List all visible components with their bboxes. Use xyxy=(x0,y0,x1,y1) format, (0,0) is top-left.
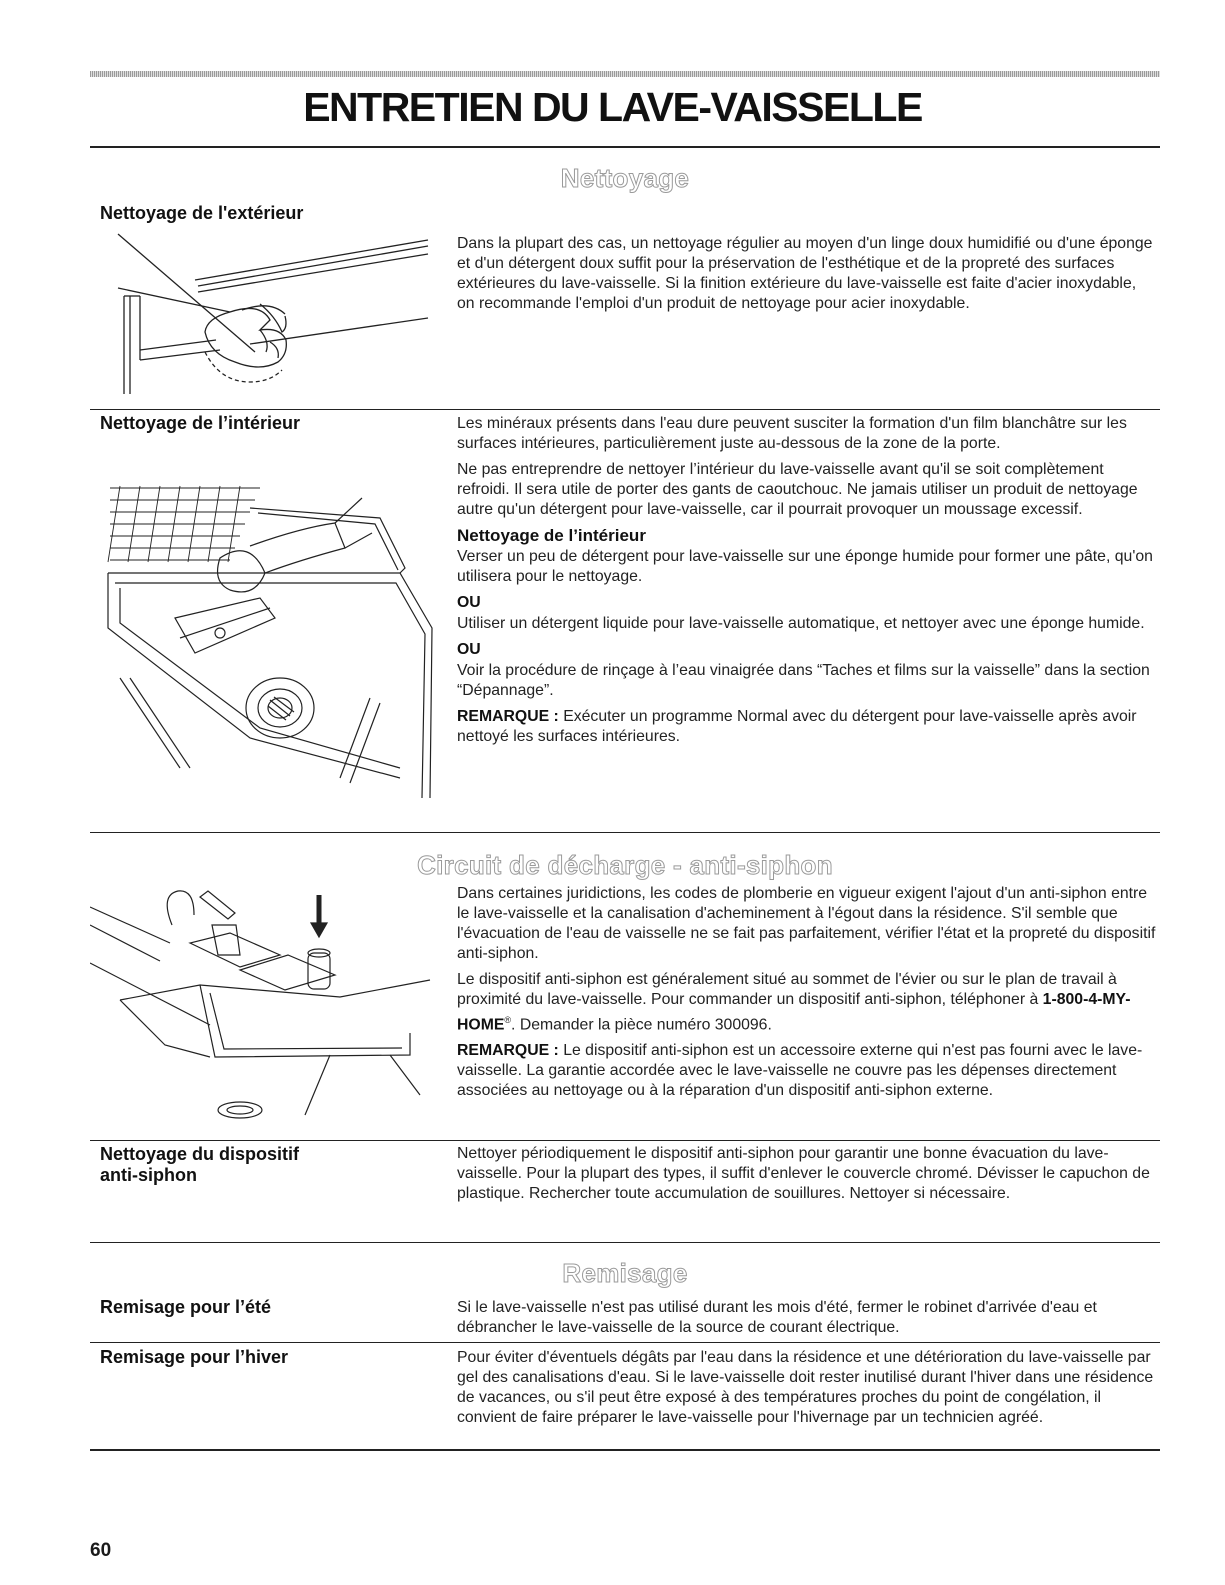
heading-nettoyage-dispositif xyxy=(100,1144,299,1186)
remarque-label: REMARQUE : xyxy=(457,1042,559,1060)
divider xyxy=(90,1342,1160,1343)
text-span: Le dispositif anti-siphon est généralement situé au sommet de l'évier ou sur le plan de travail à proximité du lave-vaisselle. Pour commander un dispositif anti-siphon, téléphoner à xyxy=(457,971,1117,1008)
paragraph: Verser un peu de détergent pour lave-vaisselle sur une éponge humide pour former une pâte, qu'on utilisera pour le nettoyage. xyxy=(457,548,1153,585)
text-remisage-hiver xyxy=(457,1348,1157,1434)
section-title-circuit: Circuit de décharge - anti-siphon xyxy=(417,850,833,880)
phone-number: 1-800-4-MY-HOME xyxy=(457,991,1131,1034)
heading-line: anti-siphon xyxy=(100,1165,197,1185)
paragraph: Dans certaines juridictions, les codes de plomberie en vigueur exigent l'ajout d'un anti-siphon entre le lave-vaisselle et la canalisation d'acheminement à l'égout dans la résidence. S'il semble que l'évacuation de l'eau de vaisselle ne se fait pas parfaitement, vérifier l'état et la propreté du dispositif anti-siphon. xyxy=(457,885,1156,962)
divider xyxy=(90,409,1160,410)
remarque-paragraph xyxy=(457,707,1157,747)
text-nettoyage-exterieur xyxy=(457,234,1157,320)
divider xyxy=(90,1140,1160,1141)
ou-label: OU xyxy=(457,641,481,658)
heading-line: Nettoyage du dispositif xyxy=(100,1144,300,1164)
heading-remisage-hiver: Remisage pour l’hiver xyxy=(100,1347,289,1367)
divider xyxy=(90,832,1160,833)
text-span: . Demander la pièce numéro 300096. xyxy=(511,1016,772,1034)
paragraph xyxy=(457,970,1157,1035)
paragraph: Voir la procédure de rinçage à l’eau vinaigrée dans “Taches et films sur la vaisselle” dans la section “Dépannage”. xyxy=(457,662,1150,699)
remarque-text: Le dispositif anti-siphon est un accessoire externe qui n'est pas fourni avec le lave-vaisselle. La garantie accordée avec le lave-vaisselle ne couvre pas les dépenses directement associées au nettoyage ou à la réparation d'un dispositif anti-siphon externe. xyxy=(457,1042,1143,1100)
heading-nettoyage-exterieur: Nettoyage de l'extérieur xyxy=(100,203,304,223)
section-title-remisage: Remisage xyxy=(562,1258,688,1288)
paragraph: Dans la plupart des cas, un nettoyage régulier au moyen d'un linge doux humidifié ou d'une éponge et d'un détergent doux suffit pour la préservation de l'esthétique et de la propreté des surfaces extérieures du lave-vaisselle. Si la finition extérieure du lave-vaisselle est faite d'acier inoxydable, on recommande l'emploi d'un produit de nettoyage pour acier inoxydable. xyxy=(457,235,1153,312)
text-nettoyage-dispositif xyxy=(457,1144,1157,1210)
paragraph: Ne pas entreprendre de nettoyer l’intérieur du lave-vaisselle avant qu'il se soit complètement refroidi. Il sera utile de porter des gants de caoutchouc. Ne jamais utiliser un produit de nettoyage autre qu'un détergent pour lave-vaisselle, car il pourrait provoquer un moussage excessif. xyxy=(457,461,1138,518)
exterior-cleaning-illustration xyxy=(110,232,440,400)
text-remisage-ete xyxy=(457,1298,1157,1344)
anti-siphon-sink-illustration xyxy=(90,885,440,1125)
remarque-paragraph xyxy=(457,1041,1157,1101)
page-number: 60 xyxy=(90,1540,112,1561)
section-title-nettoyage: Nettoyage xyxy=(560,163,690,193)
text-nettoyage-interieur xyxy=(457,414,1157,753)
ou-label: OU xyxy=(457,594,481,611)
paragraph: Si le lave-vaisselle n'est pas utilisé durant les mois d'été, fermer le robinet d'arrivée d'eau et débrancher le lave-vaisselle de la source de courant électrique. xyxy=(457,1299,1097,1336)
heading-remisage-ete: Remisage pour l’été xyxy=(100,1297,272,1317)
registered-mark: ® xyxy=(504,1015,512,1025)
bottom-divider xyxy=(90,1449,1160,1451)
page-title: ENTRETIEN DU LAVE-VAISSELLE xyxy=(303,84,922,130)
paragraph: Les minéraux présents dans l'eau dure peuvent susciter la formation d'un film blanchâtre sur les surfaces intérieures, particulièrement juste au-dessous de la zone de la porte. xyxy=(457,415,1127,452)
remarque-text: Exécuter un programme Normal avec du détergent pour lave-vaisselle après avoir nettoyé les surfaces intérieures. xyxy=(457,708,1137,745)
subheading-nettoyage-interieur: Nettoyage de l’intérieur xyxy=(457,526,646,545)
interior-cleaning-illustration xyxy=(100,478,440,798)
paragraph: Utiliser un détergent liquide pour lave-vaisselle automatique, et nettoyer avec une éponge humide. xyxy=(457,615,1145,632)
text-circuit xyxy=(457,884,1157,1107)
heading-nettoyage-interieur: Nettoyage de l’intérieur xyxy=(100,413,301,433)
remarque-label: REMARQUE : xyxy=(457,708,559,725)
divider xyxy=(90,1242,1160,1243)
header-pattern-bar xyxy=(90,71,1160,77)
title-divider xyxy=(90,146,1160,148)
paragraph: Nettoyer périodiquement le dispositif anti-siphon pour garantir une bonne évacuation du lave-vaisselle. Pour la plupart des types, il suffit d'enlever le couvercle chromé. Dévisser le capuchon de plastique. Rechercher toute accumulation de souillures. Nettoyer si nécessaire. xyxy=(457,1145,1150,1202)
paragraph: Pour éviter d'éventuels dégâts par l'eau dans la résidence et une détérioration du lave-vaisselle par gel des canalisations d'eau. Si le lave-vaisselle doit rester inutilisé durant l'hiver dans une résidence de vacances, ou s'il peut être exposé à des températures proches du point de congélation, il convient de faire préparer le lave-vaisselle pour l'hivernage par un technicien agréé. xyxy=(457,1349,1154,1426)
